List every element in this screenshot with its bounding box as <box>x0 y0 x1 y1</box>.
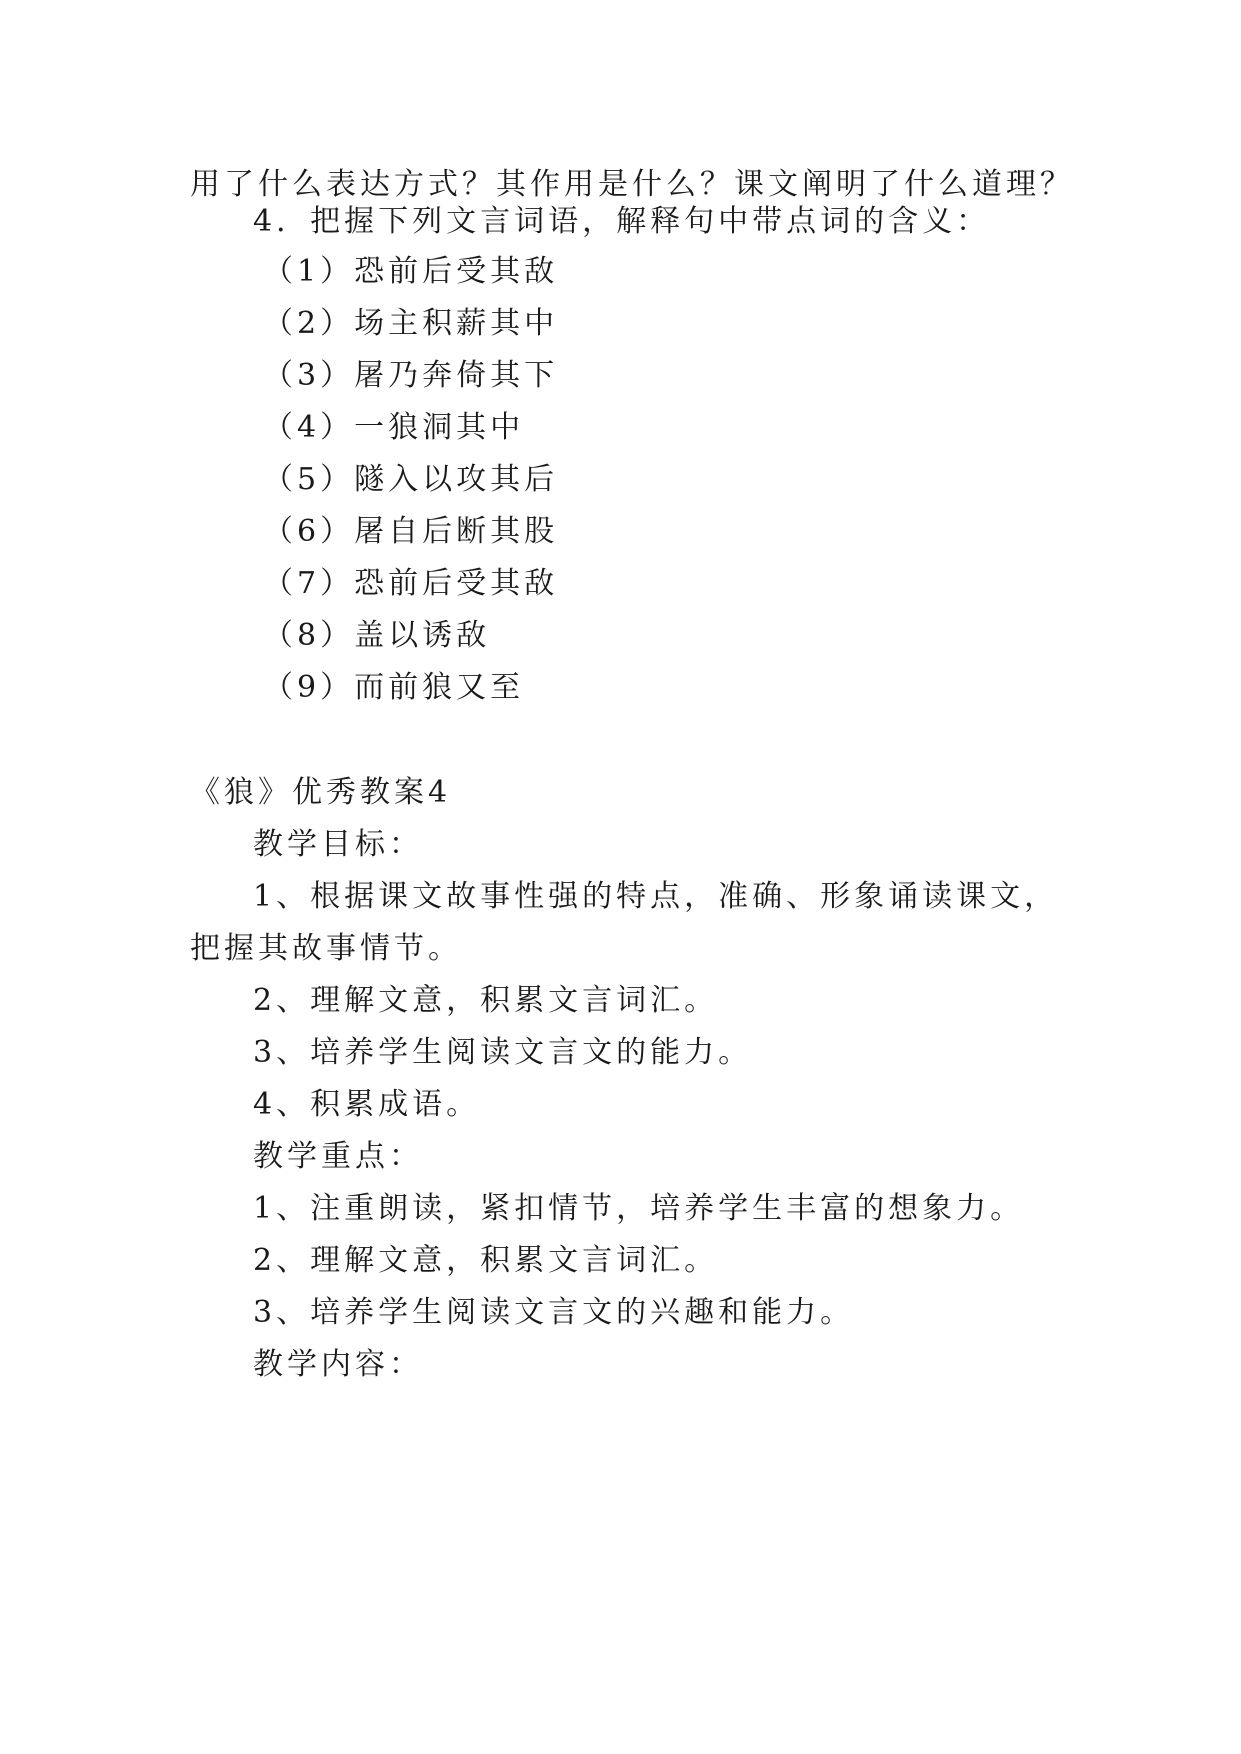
content-heading: 教学内容： <box>253 1347 423 1382</box>
question-4: 4．把握下列文言词语，解释句中带点词的含义： <box>253 204 991 239</box>
list-item: （6）屠自后断其股 <box>263 514 559 549</box>
list-item: （7）恐前后受其敌 <box>263 566 559 601</box>
list-item: （2）场主积薪其中 <box>263 306 559 341</box>
goal-item: 4、积累成语。 <box>253 1087 481 1122</box>
goals-heading: 教学目标： <box>253 827 423 862</box>
list-item: （4）一狼洞其中 <box>263 410 525 445</box>
list-item: （1）恐前后受其敌 <box>263 254 559 289</box>
focus-item: 1、注重朗读，紧扣情节，培养学生丰富的想象力。 <box>253 1191 1025 1226</box>
list-item: （3）屠乃奔倚其下 <box>263 358 559 393</box>
list-item: （9）而前狼又至 <box>263 670 525 705</box>
focus-item: 2、理解文意，积累文言词汇。 <box>253 1243 719 1278</box>
goal-item: 1、根据课文故事性强的特点，准确、形象诵读课文， <box>253 879 1059 914</box>
goal-item-continued: 把握其故事情节。 <box>190 931 462 966</box>
goal-item: 3、培养学生阅读文言文的能力。 <box>253 1035 753 1070</box>
goal-item: 2、理解文意，积累文言词汇。 <box>253 983 719 1018</box>
list-item: （8）盖以诱敌 <box>263 618 491 653</box>
focus-item: 3、培养学生阅读文言文的兴趣和能力。 <box>253 1295 855 1330</box>
list-item: （5）隧入以攻其后 <box>263 462 559 497</box>
section-title: 《狼》优秀教案4 <box>190 775 452 810</box>
paragraph-line: 用了什么表达方式？其作用是什么？课文阐明了什么道理？ <box>190 167 1074 202</box>
focus-heading: 教学重点： <box>253 1139 423 1174</box>
